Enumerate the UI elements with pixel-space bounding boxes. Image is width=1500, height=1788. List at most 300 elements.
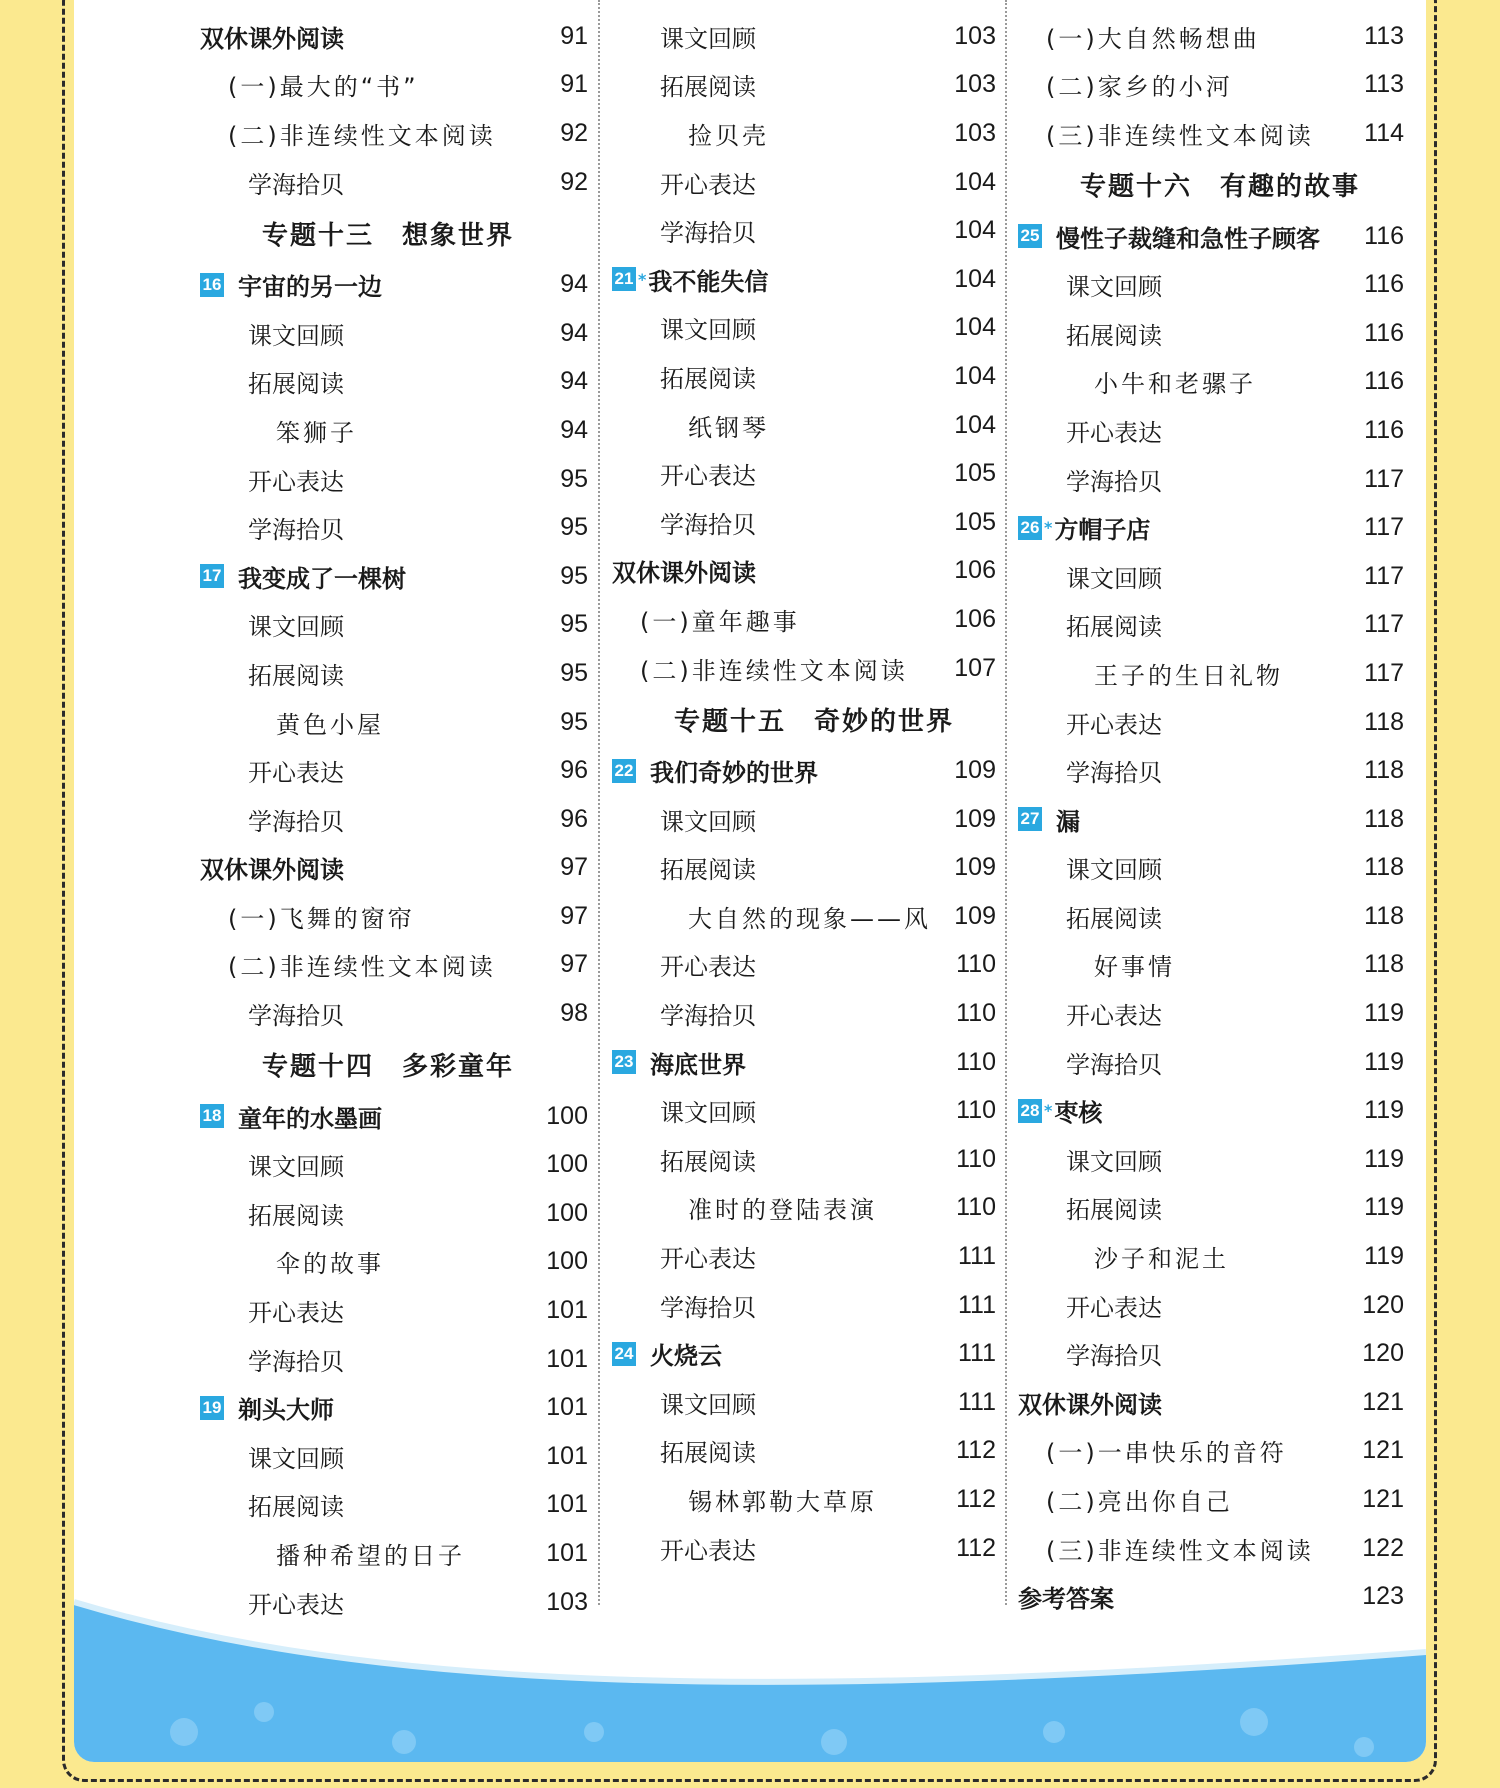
toc-lesson-title (612, 1336, 936, 1371)
page-number: 118 (1364, 707, 1404, 736)
page-number: 120 (1362, 1290, 1404, 1319)
lesson-number-badge: 21 (612, 267, 636, 291)
toc-item-title: 开心表达 (1066, 1293, 1162, 1322)
toc-item (200, 1481, 588, 1530)
page-number: 101 (546, 1296, 588, 1325)
toc-item (612, 1086, 996, 1135)
toc-item (1018, 698, 1404, 747)
page-number: 117 (1364, 464, 1404, 493)
toc-subsection (200, 892, 588, 941)
toc-story (200, 1238, 588, 1287)
toc-item (200, 158, 588, 207)
lesson-title: 我变成了一棵树 (238, 564, 406, 593)
page-number: 104 (954, 167, 996, 196)
page-number: 95 (560, 658, 588, 687)
toc-item-title: 学海拾贝 (248, 516, 344, 545)
toc-item (1018, 1329, 1404, 1378)
toc-item (612, 1232, 996, 1281)
toc-item-title: 拓展阅读 (248, 1201, 344, 1230)
toc-item-title: 开心表达 (248, 759, 344, 788)
toc-subsection-title: (二)非连续性文本阅读 (228, 953, 496, 982)
lesson-title: 枣核 (1054, 1099, 1103, 1128)
page-number: 119 (1364, 1242, 1404, 1271)
page-number: 95 (560, 513, 588, 542)
toc-column-1 (200, 12, 588, 1626)
toc-item-title: 学海拾贝 (1066, 759, 1162, 788)
toc-item-title: 拓展阅读 (248, 370, 344, 399)
toc-item (612, 158, 996, 207)
page-number: 118 (1364, 950, 1404, 979)
toc-item-title: 开心表达 (1066, 710, 1162, 739)
topic-title (200, 215, 588, 252)
toc-item (1018, 746, 1404, 795)
toc-item-title: 拓展阅读 (248, 661, 344, 690)
lesson-number-badge: 26 (1018, 516, 1042, 540)
topic-name: 想象世界 (402, 220, 515, 251)
page-number: 106 (954, 604, 996, 633)
toc-story-title: 沙子和泥土 (1094, 1245, 1229, 1274)
toc-item (612, 844, 996, 893)
toc-item (1018, 1038, 1404, 1087)
lesson-number-badge: 24 (612, 1342, 636, 1366)
toc-item-title: 拓展阅读 (660, 856, 756, 885)
toc-lesson-title (200, 267, 528, 302)
toc-subsection (200, 61, 588, 110)
toc-item (612, 1281, 996, 1330)
page-number: 111 (957, 1387, 996, 1416)
page-number: 92 (560, 167, 588, 196)
toc-subsection-title: (二)亮出你自己 (1046, 1488, 1233, 1517)
page-number: 116 (1364, 367, 1404, 396)
page-number: 116 (1364, 318, 1404, 347)
page-number: 122 (1362, 1533, 1404, 1562)
page-number: 109 (954, 853, 996, 882)
topic-heading (200, 206, 588, 260)
toc-story (1018, 941, 1404, 990)
toc-section (200, 844, 588, 893)
page-number: 118 (1364, 853, 1404, 882)
page-number: 97 (560, 853, 588, 882)
page-number: 98 (560, 999, 588, 1028)
page-number: 119 (1364, 1047, 1404, 1076)
topic-number: 专题十六 (1080, 172, 1193, 203)
toc-lesson (1018, 1086, 1404, 1135)
page-number: 100 (546, 1198, 588, 1227)
toc-item (1018, 1281, 1404, 1330)
toc-story (612, 109, 996, 158)
topic-number: 专题十五 (674, 706, 787, 737)
topic-heading (200, 1038, 588, 1092)
lesson-number-badge: 17 (200, 564, 224, 588)
lesson-title: 我们奇妙的世界 (650, 759, 818, 788)
page-number: 121 (1362, 1485, 1404, 1514)
toc-item (200, 1335, 588, 1384)
toc-lesson (612, 255, 996, 304)
toc-item-title: 学海拾贝 (1066, 1050, 1162, 1079)
page-number: 101 (546, 1344, 588, 1373)
topic-heading (1018, 158, 1404, 212)
toc-item (612, 498, 996, 547)
topic-heading (612, 692, 996, 746)
toc-lesson-title (200, 1390, 528, 1425)
toc-item (612, 1135, 996, 1184)
toc-item-title: 学海拾贝 (248, 170, 344, 199)
toc-subsection-title: (三)非连续性文本阅读 (1046, 1536, 1314, 1565)
toc-story (612, 401, 996, 450)
page-number: 92 (560, 118, 588, 147)
toc-item (200, 795, 588, 844)
toc-item-title: 学海拾贝 (660, 1002, 756, 1031)
lesson-title: 我不能失信 (648, 267, 769, 296)
toc-item-title: 开心表达 (660, 953, 756, 982)
toc-lesson-title (612, 262, 936, 297)
toc-item (200, 309, 588, 358)
page-number: 106 (954, 556, 996, 585)
lesson-number-badge: 18 (200, 1104, 224, 1128)
page-number: 100 (546, 1150, 588, 1179)
page-number: 118 (1364, 756, 1404, 785)
toc-item-title: 开心表达 (248, 1590, 344, 1619)
toc-item-title: 拓展阅读 (1066, 904, 1162, 933)
page-number: 117 (1364, 561, 1404, 590)
toc-lesson (1018, 795, 1404, 844)
toc-story-title: 锡林郭勒大草原 (688, 1488, 877, 1517)
toc-story (200, 698, 588, 747)
toc-item-title: 课文回顾 (248, 1444, 344, 1473)
page-number: 113 (1364, 70, 1404, 99)
toc-section (612, 547, 996, 596)
page-number: 109 (954, 804, 996, 833)
toc-lesson (200, 1383, 588, 1432)
page-number: 119 (1364, 999, 1404, 1028)
toc-subsection (1018, 12, 1404, 61)
page-number: 103 (546, 1587, 588, 1616)
toc-lesson (200, 260, 588, 309)
toc-section-title: 双休课外阅读 (200, 24, 344, 53)
toc-item (612, 61, 996, 110)
page-number: 119 (1364, 1193, 1404, 1222)
column-divider (1005, 0, 1007, 1605)
star-icon: * (1044, 518, 1053, 538)
page-number: 110 (956, 950, 996, 979)
lesson-title: 剃头大师 (238, 1396, 334, 1425)
page-number: 104 (954, 216, 996, 245)
toc-item-title: 学海拾贝 (1066, 467, 1162, 496)
toc-item-title: 开心表达 (1066, 418, 1162, 447)
toc-item-title: 学海拾贝 (660, 510, 756, 539)
toc-item (1018, 406, 1404, 455)
page-number: 119 (1364, 1144, 1404, 1173)
page-number: 103 (954, 21, 996, 50)
toc-lesson (1018, 212, 1404, 261)
page-number: 101 (546, 1539, 588, 1568)
page-number: 104 (954, 264, 996, 293)
page-number: 111 (957, 1339, 996, 1368)
page-number: 117 (1364, 513, 1404, 542)
page-number: 91 (560, 21, 588, 50)
toc-subsection-title: (三)非连续性文本阅读 (1046, 121, 1314, 150)
toc-item-title: 拓展阅读 (660, 73, 756, 102)
page-number: 112 (956, 1533, 996, 1562)
toc-subsection (1018, 61, 1404, 110)
toc-item-title: 拓展阅读 (1066, 1196, 1162, 1225)
toc-story-title: 王子的生日礼物 (1094, 661, 1283, 690)
toc-lesson-title (200, 559, 528, 594)
toc-lesson-title (612, 753, 936, 788)
toc-item-title: 学海拾贝 (248, 1347, 344, 1376)
toc-subsection-title: (一)童年趣事 (640, 607, 800, 636)
toc-story (612, 892, 996, 941)
page-number: 112 (956, 1485, 996, 1514)
toc-subsection (200, 109, 588, 158)
toc-lesson (200, 1092, 588, 1141)
page-number: 97 (560, 901, 588, 930)
toc-story (1018, 1232, 1404, 1281)
toc-item (200, 503, 588, 552)
toc-story (612, 1184, 996, 1233)
column-divider (598, 0, 600, 1605)
toc-item-title: 开心表达 (660, 462, 756, 491)
toc-item-title: 开心表达 (660, 1536, 756, 1565)
lesson-number-badge: 19 (200, 1396, 224, 1420)
page-number: 104 (954, 361, 996, 390)
page-number: 94 (560, 318, 588, 347)
page-number: 109 (954, 901, 996, 930)
page-number: 114 (1364, 118, 1404, 147)
toc-subsection (1018, 1475, 1404, 1524)
toc-item-title: 开心表达 (248, 467, 344, 496)
page-number: 112 (956, 1436, 996, 1465)
toc-item (200, 1189, 588, 1238)
toc-subsection (612, 644, 996, 693)
toc-item (200, 1578, 588, 1627)
toc-item-title: 学海拾贝 (1066, 1342, 1162, 1371)
page-number: 94 (560, 415, 588, 444)
toc-item-title: 开心表达 (660, 1245, 756, 1274)
toc-lesson-title (1018, 1093, 1344, 1128)
page-number: 104 (954, 410, 996, 439)
page-number: 103 (954, 118, 996, 147)
toc-item (200, 746, 588, 795)
toc-item (200, 1432, 588, 1481)
toc-lesson-title (1018, 219, 1344, 254)
page-number: 118 (1364, 804, 1404, 833)
lesson-title: 童年的水墨画 (238, 1104, 382, 1133)
lesson-number-badge: 23 (612, 1050, 636, 1074)
page-number: 101 (546, 1441, 588, 1470)
toc-item-title: 课文回顾 (248, 321, 344, 350)
toc-item-title: 学海拾贝 (660, 219, 756, 248)
topic-number: 专题十四 (262, 1052, 375, 1083)
lesson-title: 慢性子裁缝和急性子顾客 (1056, 224, 1320, 253)
toc-column-2 (612, 12, 996, 1572)
page-number: 96 (560, 756, 588, 785)
page-number: 105 (954, 507, 996, 536)
page-number: 94 (560, 367, 588, 396)
toc-item (612, 352, 996, 401)
toc-item (1018, 989, 1404, 1038)
toc-item (200, 455, 588, 504)
toc-item (1018, 552, 1404, 601)
toc-subsection-title: (二)家乡的小河 (1046, 73, 1233, 102)
topic-name: 多彩童年 (402, 1052, 515, 1083)
topic-title (1018, 166, 1404, 203)
toc-section (1018, 1572, 1404, 1621)
toc-item-title: 课文回顾 (1066, 856, 1162, 885)
toc-item-title: 开心表达 (660, 170, 756, 199)
page-number: 101 (546, 1490, 588, 1519)
lesson-title: 宇宙的另一边 (238, 273, 382, 302)
toc-subsection-title: (二)非连续性文本阅读 (228, 121, 496, 150)
toc-item-title: 课文回顾 (660, 24, 756, 53)
toc-section-title: 双休课外阅读 (612, 559, 756, 588)
page-number: 107 (954, 653, 996, 682)
toc-item-title: 课文回顾 (660, 316, 756, 345)
page-number: 121 (1362, 1387, 1404, 1416)
toc-item (612, 1524, 996, 1573)
toc-item-title: 拓展阅读 (1066, 613, 1162, 642)
toc-item (200, 1140, 588, 1189)
toc-subsection-title: (一)大自然畅想曲 (1046, 24, 1260, 53)
toc-item (200, 1286, 588, 1335)
page-number: 123 (1362, 1582, 1404, 1611)
lesson-number-badge: 27 (1018, 807, 1042, 831)
toc-section-title: 双休课外阅读 (200, 856, 344, 885)
toc-lesson-title (200, 1099, 528, 1134)
toc-subsection-title: (一)飞舞的窗帘 (228, 904, 415, 933)
toc-story (1018, 649, 1404, 698)
toc-lesson-title (612, 1045, 936, 1080)
toc-story (200, 1529, 588, 1578)
toc-lesson (200, 552, 588, 601)
toc-section (1018, 1378, 1404, 1427)
page-number: 111 (957, 1242, 996, 1271)
toc-lesson (1018, 503, 1404, 552)
page-number: 117 (1364, 610, 1404, 639)
page-number: 97 (560, 950, 588, 979)
page-number: 110 (956, 1047, 996, 1076)
toc-story-title: 纸钢琴 (688, 413, 769, 442)
page-number: 91 (560, 70, 588, 99)
toc-subsection (1018, 1524, 1404, 1573)
page-number: 95 (560, 561, 588, 590)
page-number: 111 (957, 1290, 996, 1319)
toc-story (200, 406, 588, 455)
toc-item-title: 开心表达 (1066, 1002, 1162, 1031)
lesson-number-badge: 22 (612, 759, 636, 783)
star-icon: * (638, 269, 647, 289)
toc-story-title: 伞的故事 (276, 1250, 384, 1279)
lesson-number-badge: 16 (200, 273, 224, 297)
page-number: 121 (1362, 1436, 1404, 1465)
toc-item (1018, 601, 1404, 650)
toc-item-title: 学海拾贝 (248, 1002, 344, 1031)
toc-item-title: 拓展阅读 (1066, 321, 1162, 350)
toc-subsection (612, 595, 996, 644)
toc-item-title: 学海拾贝 (248, 807, 344, 836)
toc-lesson (612, 746, 996, 795)
page-number: 110 (956, 999, 996, 1028)
page-number: 116 (1364, 270, 1404, 299)
page-number: 110 (956, 1096, 996, 1125)
page-number: 120 (1362, 1339, 1404, 1368)
toc-item (1018, 455, 1404, 504)
toc-story-title: 好事情 (1094, 953, 1175, 982)
toc-subsection-title: (一)最大的“书” (228, 73, 419, 102)
toc-item (612, 206, 996, 255)
toc-story-title: 笨狮子 (276, 418, 357, 447)
toc-story-title: 播种希望的日子 (276, 1542, 465, 1571)
toc-section (200, 12, 588, 61)
page-number: 119 (1364, 1096, 1404, 1125)
toc-item (612, 1378, 996, 1427)
toc-item-title: 课文回顾 (248, 1153, 344, 1182)
toc-item (1018, 309, 1404, 358)
toc-item (1018, 1184, 1404, 1233)
toc-item-title: 拓展阅读 (660, 364, 756, 393)
topic-name: 有趣的故事 (1220, 172, 1361, 203)
lesson-number-badge: 25 (1018, 224, 1042, 248)
toc-subsection (1018, 109, 1404, 158)
toc-item-title: 课文回顾 (660, 1390, 756, 1419)
page-number: 110 (956, 1193, 996, 1222)
page-number: 105 (954, 459, 996, 488)
topic-number: 专题十三 (262, 220, 375, 251)
topic-title (612, 701, 996, 738)
toc-lesson (612, 1038, 996, 1087)
toc-story (1018, 358, 1404, 407)
toc-item (612, 12, 996, 61)
toc-story (612, 1475, 996, 1524)
toc-item (1018, 892, 1404, 941)
page-number: 100 (546, 1247, 588, 1276)
toc-item (612, 941, 996, 990)
toc-subsection (200, 941, 588, 990)
page-number: 117 (1364, 658, 1404, 687)
toc-item (200, 989, 588, 1038)
toc-item (200, 649, 588, 698)
page-number: 110 (956, 1144, 996, 1173)
toc-item-title: 拓展阅读 (248, 1493, 344, 1522)
toc-story-title: 捡贝壳 (688, 121, 769, 150)
lesson-title: 火烧云 (650, 1342, 722, 1371)
toc-item (612, 989, 996, 1038)
toc-item-title: 开心表达 (248, 1299, 344, 1328)
toc-column-3 (1018, 12, 1404, 1621)
page-number: 95 (560, 707, 588, 736)
page-number: 103 (954, 70, 996, 99)
toc-story-title: 大自然的现象——风 (688, 904, 931, 933)
toc-subsection (1018, 1427, 1404, 1476)
page-number: 101 (546, 1393, 588, 1422)
page-number: 95 (560, 610, 588, 639)
toc-item (612, 1427, 996, 1476)
page-number: 96 (560, 804, 588, 833)
toc-story-title: 准时的登陆表演 (688, 1196, 877, 1225)
page-number: 94 (560, 270, 588, 299)
page-number: 104 (954, 313, 996, 342)
page-number: 113 (1364, 21, 1404, 50)
toc-lesson (612, 1329, 996, 1378)
toc-item (200, 358, 588, 407)
toc-item (612, 304, 996, 353)
page-number: 95 (560, 464, 588, 493)
toc-item-title: 课文回顾 (660, 807, 756, 836)
topic-title (200, 1046, 588, 1083)
page-number: 100 (546, 1101, 588, 1130)
toc-item (612, 449, 996, 498)
toc-story-title: 黄色小屋 (276, 710, 384, 739)
